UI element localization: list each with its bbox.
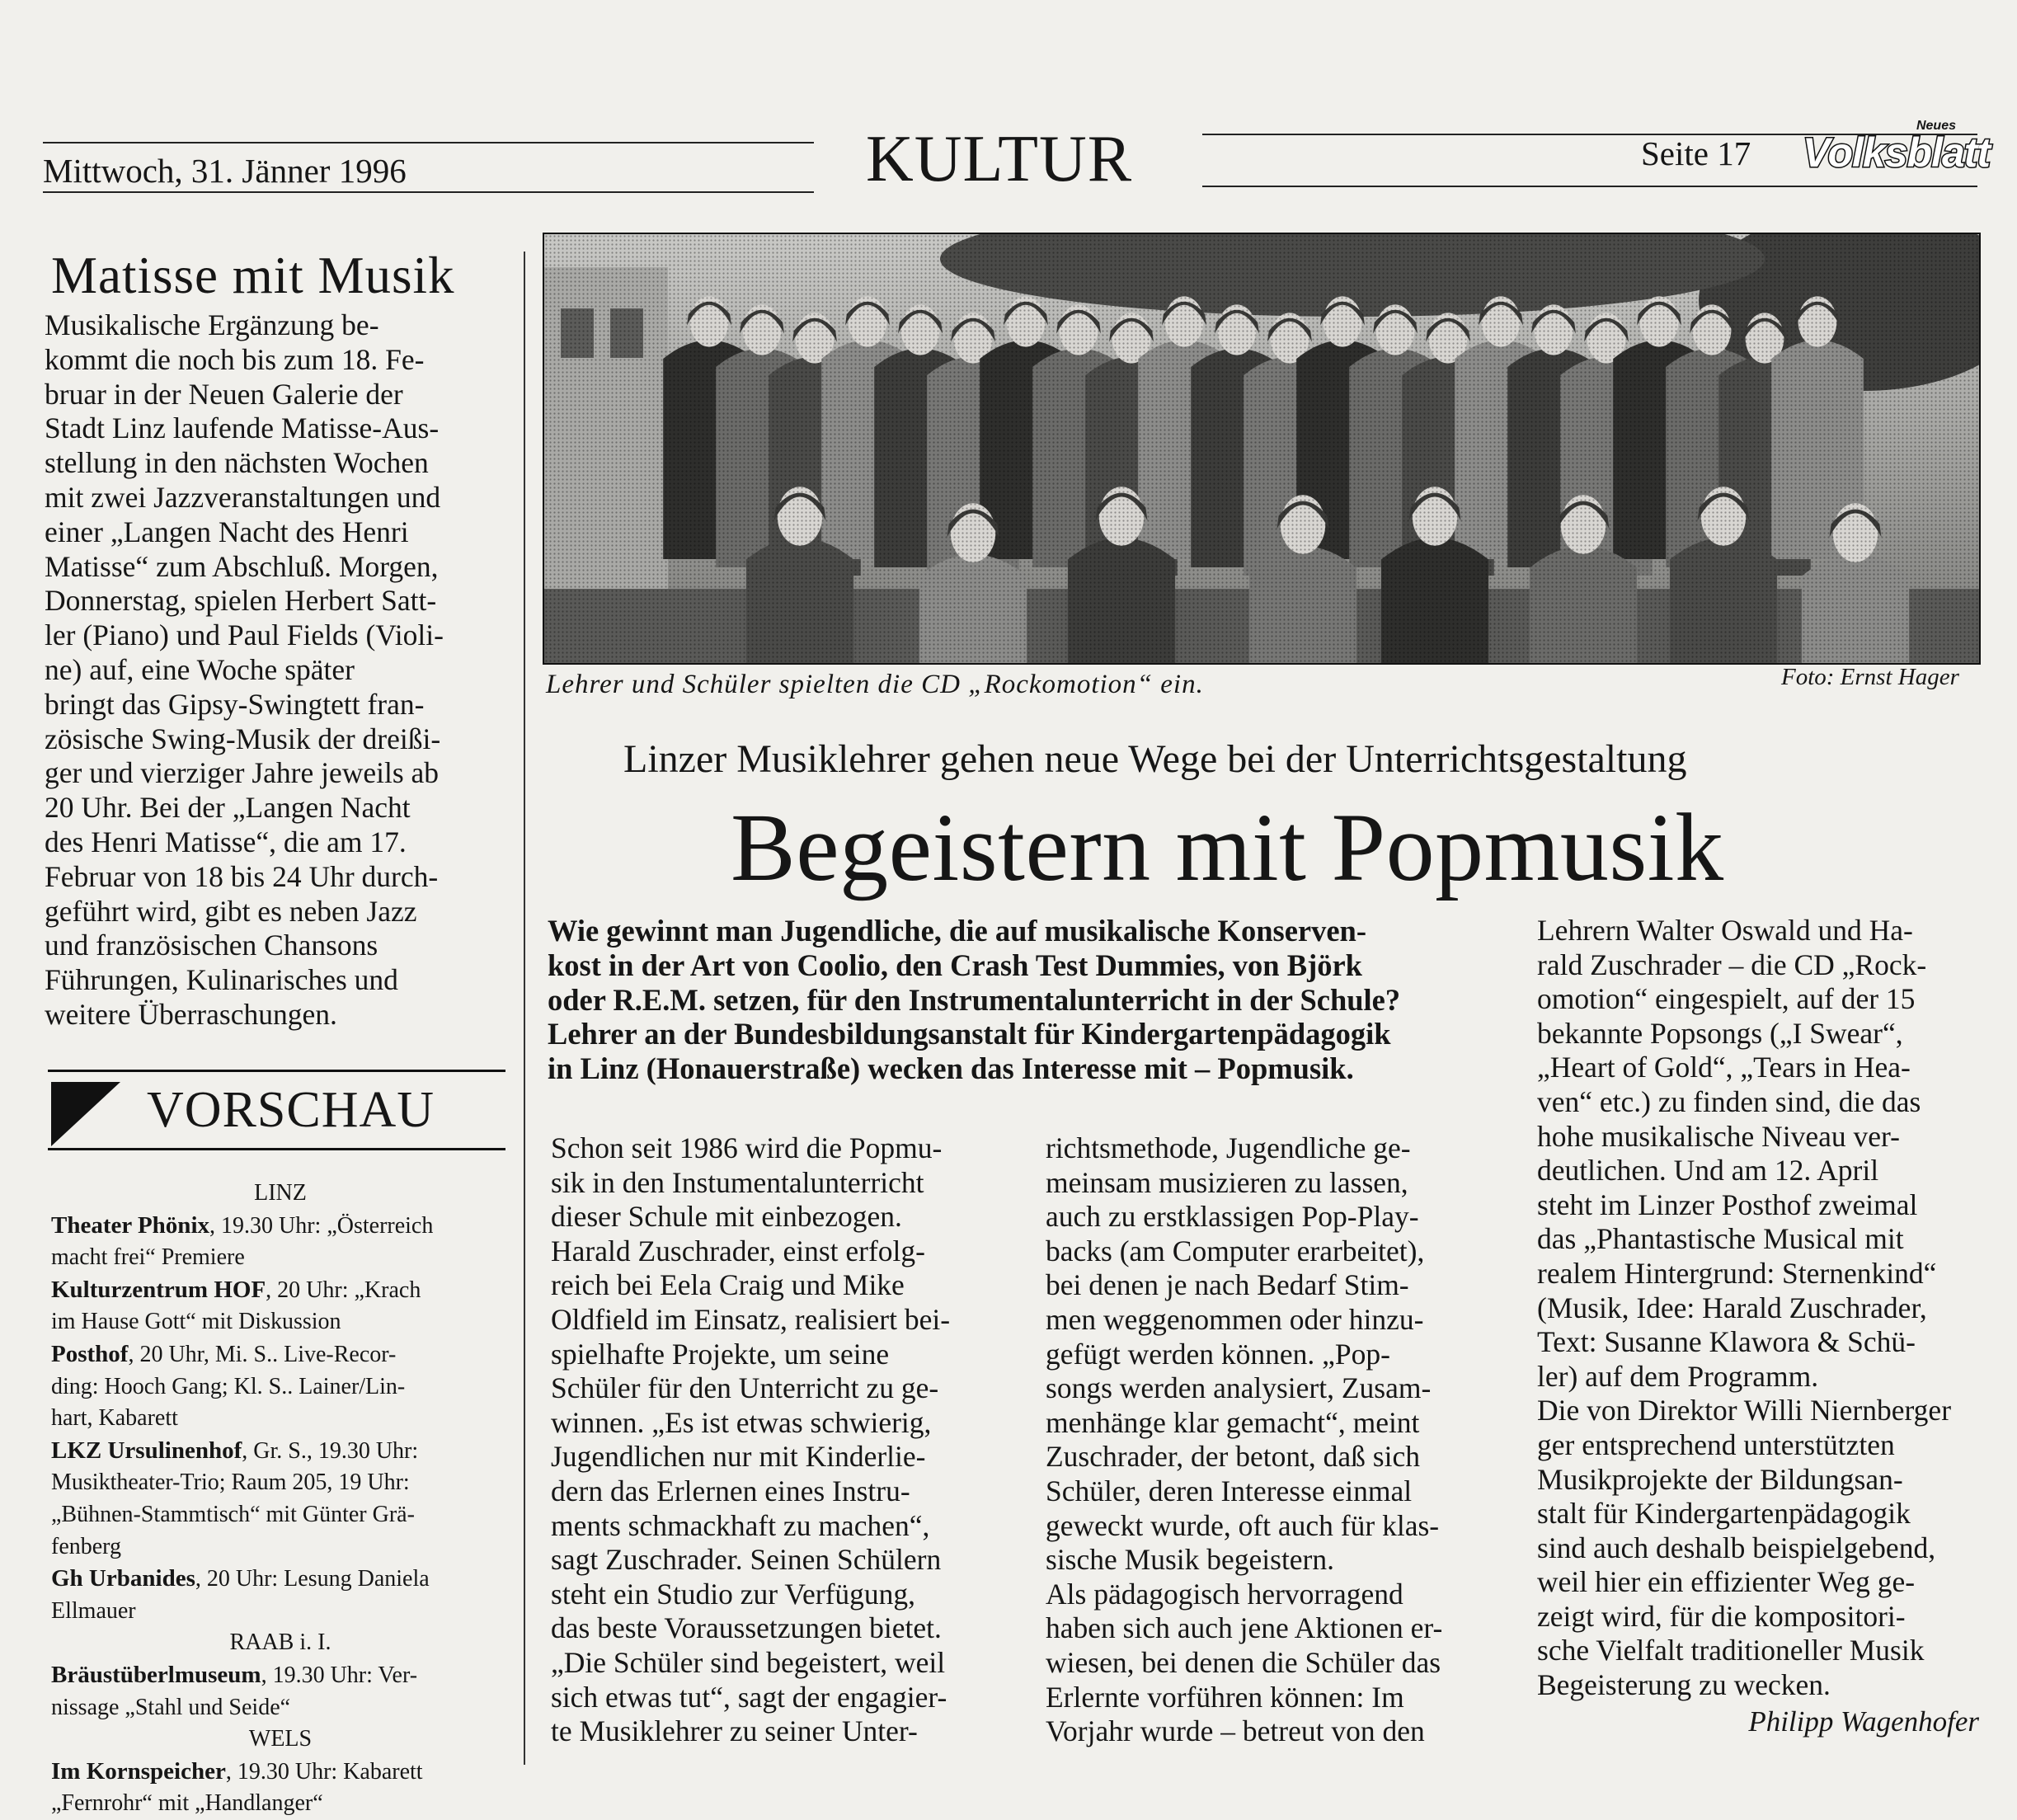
text-line: rald Zuschrader – die CD „Rock- [1537, 948, 1927, 981]
article-column-3 [1537, 914, 1987, 1703]
vorschau-venue: Gh Urbanides [51, 1565, 195, 1592]
vorschau-event-line [51, 1531, 510, 1564]
vorschau-event-text: Musiktheater-Trio; Raum 205, 19 Uhr: [51, 1470, 410, 1496]
text-line: zösische Swing-Musik der dreißi- [45, 722, 441, 755]
vorschau-city: RAAB i. I. [229, 1630, 331, 1656]
text-line: stalt für Kindergartenpädagogik [1537, 1497, 1911, 1531]
newspaper-logo [1803, 119, 1991, 176]
photo-credit: Foto: Ernst Hager [1781, 664, 1959, 690]
text-line: einer „Langen Nacht des Henri [45, 515, 409, 548]
text-line: sich etwas tut“, sagt der engagier- [551, 1680, 947, 1714]
header-rule-left-top [43, 142, 814, 143]
text-line: ne) auf, eine Woche später [45, 652, 355, 686]
text-line: geweckt wurde, oft auch für klas- [1046, 1508, 1440, 1542]
text-line: hohe musikalische Niveau ver- [1537, 1119, 1900, 1153]
article-lead [548, 914, 1493, 1086]
vorschau-event-text: , 20 Uhr: „Krach [266, 1277, 421, 1303]
text-line: deutlichen. Und am 12. April [1537, 1154, 1879, 1187]
vorschau-event-line [51, 1563, 510, 1596]
vorschau-event-line [51, 1435, 510, 1468]
text-line: te Musiklehrer zu seiner Unter- [551, 1714, 918, 1748]
text-line: Februar von 18 bis 24 Uhr durch- [45, 859, 439, 893]
text-line: Schon seit 1986 wird die Popmu- [551, 1131, 943, 1164]
vorschau-event-text: nissage „Stahl und Seide“ [51, 1694, 291, 1720]
text-line: Führungen, Kulinarisches und [45, 963, 398, 997]
text-line: Donnerstag, spielen Herbert Satt- [45, 584, 437, 618]
vorschau-event-text: , 20 Uhr, Mi. S.. Live-Recor- [128, 1341, 397, 1367]
text-line: sik in den Instumentalunterricht [551, 1165, 924, 1199]
text-line: Schüler, deren Interesse einmal [1046, 1474, 1413, 1507]
text-line: Erlernte vorführen können: Im [1046, 1680, 1404, 1714]
vorschau-event-text: ding: Hooch Gang; Kl. S.. Lainer/Lin- [51, 1373, 406, 1399]
vorschau-title: VORSCHAU [147, 1082, 435, 1138]
text-line: „Die Schüler sind begeistert, weil [551, 1645, 946, 1679]
text-line: bekannte Popsongs („I Swear“, [1537, 1016, 1903, 1050]
text-line: ments schmackhaft zu machen“, [551, 1508, 930, 1542]
text-line: realem Hintergrund: Sternenkind“ [1537, 1256, 1937, 1290]
text-line: „Heart of Gold“, „Tears in Hea- [1537, 1051, 1911, 1084]
vorschau-event-line [51, 1274, 510, 1307]
text-line: sind auch deshalb beispielgebend, [1537, 1531, 1936, 1564]
vorschau-event-line [51, 1306, 510, 1338]
vorschau-event-line [51, 1338, 510, 1371]
text-line: omotion“ eingespielt, auf der 15 [1537, 982, 1916, 1016]
text-line: das beste Voraussetzungen bietet. [551, 1611, 942, 1645]
text-line: bruar in der Neuen Galerie der [45, 377, 403, 411]
text-line: (Musik, Idee: Harald Zuschrader, [1537, 1291, 1927, 1324]
article-headline: Begeistern mit Popmusik [731, 793, 1724, 901]
text-line: men weggenommen oder hinzu- [1046, 1302, 1424, 1336]
header-rule-right-bottom [1202, 186, 1977, 187]
text-line: weil hier ein effizienter Weg ge- [1537, 1565, 1916, 1599]
text-line: dern das Erlernen eines Instru- [551, 1474, 910, 1507]
text-line: auch zu erstklassigen Pop-Play- [1046, 1200, 1419, 1234]
text-line: steht im Linzer Posthof zweimal [1537, 1187, 1918, 1221]
vorschau-event-line [51, 1403, 510, 1435]
text-line: ger entsprechend unterstützten [1537, 1427, 1895, 1461]
text-line: 20 Uhr. Bei der „Langen Nacht [45, 791, 411, 825]
vorschau-event-text: , Gr. S., 19.30 Uhr: [242, 1437, 419, 1464]
text-line: richtsmethode, Jugendliche ge- [1046, 1131, 1411, 1164]
vorschau-event-text: Ellmauer [51, 1597, 136, 1624]
vorschau-city: LINZ [254, 1180, 307, 1206]
text-line: Begeisterung zu wecken. [1537, 1668, 1831, 1702]
text-line: Vorjahr wurde – betreut von den [1046, 1714, 1425, 1748]
vorschau-event-text: , 19.30 Uhr: Ver- [261, 1662, 418, 1688]
issue-date: Mittwoch, 31. Jänner 1996 [43, 152, 407, 190]
vorschau-city: WELS [248, 1726, 313, 1752]
text-line: und französischen Chansons [45, 929, 378, 962]
text-line: Lehrer an der Bundesbildungsanstalt für Kindergartenpädagogik [548, 1017, 1391, 1051]
vorschau-triangle-icon [51, 1082, 120, 1146]
vorschau-event-text: fenberg [51, 1533, 121, 1559]
vorschau-venue: Theater Phönix [51, 1211, 209, 1239]
vorschau-list [51, 1178, 510, 1820]
vorschau-event-line [51, 1659, 510, 1692]
text-line: Schüler für den Unterricht zu ge- [551, 1371, 939, 1405]
photo-caption: Lehrer und Schüler spielten die CD „Rockomotion“ ein. [546, 670, 1204, 699]
text-line: Lehrern Walter Oswald und Ha- [1537, 914, 1913, 947]
text-line: Zuschrader, der betont, daß sich [1046, 1440, 1420, 1474]
text-line: stellung in den nächsten Wochen [45, 446, 429, 480]
article-kicker: Linzer Musiklehrer gehen neue Wege bei der Unterrichtsgestaltung [623, 737, 1687, 781]
text-line: winnen. „Es ist etwas schwierig, [551, 1405, 932, 1439]
text-line: Jugendlichen nur mit Kinderlie- [551, 1440, 926, 1474]
text-line: dieser Schule mit einbezogen. [551, 1200, 902, 1234]
text-line: des Henri Matisse“, die am 17. [45, 825, 407, 858]
text-line: Musikalische Ergänzung be- [45, 308, 379, 341]
logo-small-text: Neues [1916, 119, 1956, 133]
vorschau-venue: Bräustüberlmuseum [51, 1661, 261, 1688]
vorschau-event-text: , 20 Uhr: Lesung Daniela [195, 1566, 430, 1592]
page-number: Seite 17 [1641, 134, 1751, 172]
text-line: geführt wird, gibt es neben Jazz [45, 894, 417, 928]
vorschau-venue: LKZ Ursulinenhof [51, 1437, 242, 1464]
article-column-2 [1046, 1131, 1499, 1749]
text-line: ger und vierziger Jahre jeweils ab [45, 756, 440, 790]
vorschau-event-line [51, 1756, 510, 1789]
text-line: Als pädagogisch hervorragend [1046, 1577, 1403, 1611]
text-line: gefügt werden können. „Pop- [1046, 1337, 1390, 1371]
text-line: oder R.E.M. setzen, für den Instrumentalunterricht in der Schule? [548, 982, 1401, 1017]
vorschau-venue: Im Kornspeicher [51, 1757, 226, 1785]
sidebar-headline: Matisse mit Musik [51, 247, 455, 304]
text-line: reich bei Eela Craig und Mike [551, 1268, 905, 1302]
text-line: wiesen, bei denen die Schüler das [1046, 1645, 1441, 1679]
text-line: das „Phantastische Musical mit [1537, 1222, 1904, 1256]
text-line: kommt die noch bis zum 18. Fe- [45, 342, 425, 376]
vorschau-event-line [51, 1371, 510, 1404]
text-line: Text: Susanne Klawora & Schü- [1537, 1325, 1916, 1359]
vorschau-event-line [51, 1210, 510, 1243]
text-line: haben sich auch jene Aktionen er- [1046, 1611, 1443, 1645]
vorschau-event-text: im Hause Gott“ mit Diskussion [51, 1309, 341, 1335]
text-line: Musikprojekte der Bildungsan- [1537, 1462, 1903, 1496]
text-line: sische Musik begeistern. [1046, 1543, 1335, 1577]
vorschau-venue: Kulturzentrum HOF [51, 1276, 266, 1303]
article-column-1 [551, 1131, 1001, 1749]
logo-text: Volksblatt [1803, 129, 1991, 176]
text-line: steht ein Studio zur Verfügung, [551, 1577, 916, 1611]
text-line: weitere Überraschungen. [45, 997, 337, 1031]
text-line: ler) auf dem Programm. [1537, 1359, 1819, 1393]
vorschau-event-line [51, 1499, 510, 1531]
vorschau-event-text: , 19.30 Uhr: „Österreich [209, 1212, 434, 1239]
vorschau-event-text: hart, Kabarett [51, 1405, 178, 1432]
text-line: spielhafte Projekte, um seine [551, 1337, 890, 1371]
vorschau-event-line [51, 1596, 510, 1628]
text-line: Die von Direktor Willi Niernberger [1537, 1394, 1952, 1427]
text-line: backs (am Computer erarbeitet), [1046, 1234, 1425, 1267]
vorschau-venue: Posthof [51, 1340, 129, 1367]
text-line: menhänge klar gemacht“, meint [1046, 1405, 1420, 1439]
vorschau-event-line [51, 1692, 510, 1724]
column-divider [524, 252, 525, 1765]
vorschau-event-line [51, 1788, 510, 1820]
article-author: Philipp Wagenhofer [1748, 1705, 1979, 1738]
sidebar-body [45, 308, 503, 1032]
text-line: kost in der Art von Coolio, den Crash Test Dummies, von Björk [548, 948, 1362, 982]
text-line: Stadt Linz laufende Matisse-Aus- [45, 411, 440, 445]
text-line: songs werden analysiert, Zusam- [1046, 1371, 1432, 1405]
text-line: Matisse“ zum Abschluß. Morgen, [45, 549, 439, 583]
vorschau-event-text: „Bühnen-Stammtisch“ mit Günter Grä- [51, 1501, 415, 1527]
text-line: Oldfield im Einsatz, realisiert bei- [551, 1302, 951, 1336]
text-line: sche Vielfalt traditioneller Musik [1537, 1634, 1925, 1667]
text-line: Wie gewinnt man Jugendliche, die auf musikalische Konserven- [548, 914, 1367, 948]
vorschau-rule-top [48, 1070, 505, 1072]
vorschau-event-text: „Fernrohr“ mit „Handlanger“ [51, 1790, 323, 1817]
text-line: mit zwei Jazzveranstaltungen und [45, 480, 441, 514]
text-line: sagt Zuschrader. Seinen Schülern [551, 1543, 942, 1577]
text-line: zeigt wird, für die kompositori- [1537, 1599, 1906, 1633]
text-line: meinsam musizieren zu lassen, [1046, 1165, 1408, 1199]
text-line: ven“ etc.) zu finden sind, die das [1537, 1084, 1921, 1118]
vorschau-event-text: , 19.30 Uhr: Kabarett [225, 1758, 423, 1785]
section-title: KULTUR [866, 123, 1133, 195]
text-line: Harald Zuschrader, einst erfolg- [551, 1234, 925, 1267]
vorschau-event-line [51, 1467, 510, 1499]
header-rule-left-bottom [43, 191, 814, 193]
text-line: bei denen je nach Bedarf Stim- [1046, 1268, 1409, 1302]
vorschau-event-text: macht frei“ Premiere [51, 1244, 245, 1271]
vorschau-rule-bottom [48, 1148, 505, 1150]
text-line: bringt das Gipsy-Swingtett fran- [45, 687, 425, 721]
group-photo [543, 233, 1981, 665]
vorschau-event-line [51, 1242, 510, 1274]
text-line: in Linz (Honauerstraße) wecken das Interesse mit – Popmusik. [548, 1051, 1354, 1086]
text-line: ler (Piano) und Paul Fields (Violi- [45, 618, 444, 652]
